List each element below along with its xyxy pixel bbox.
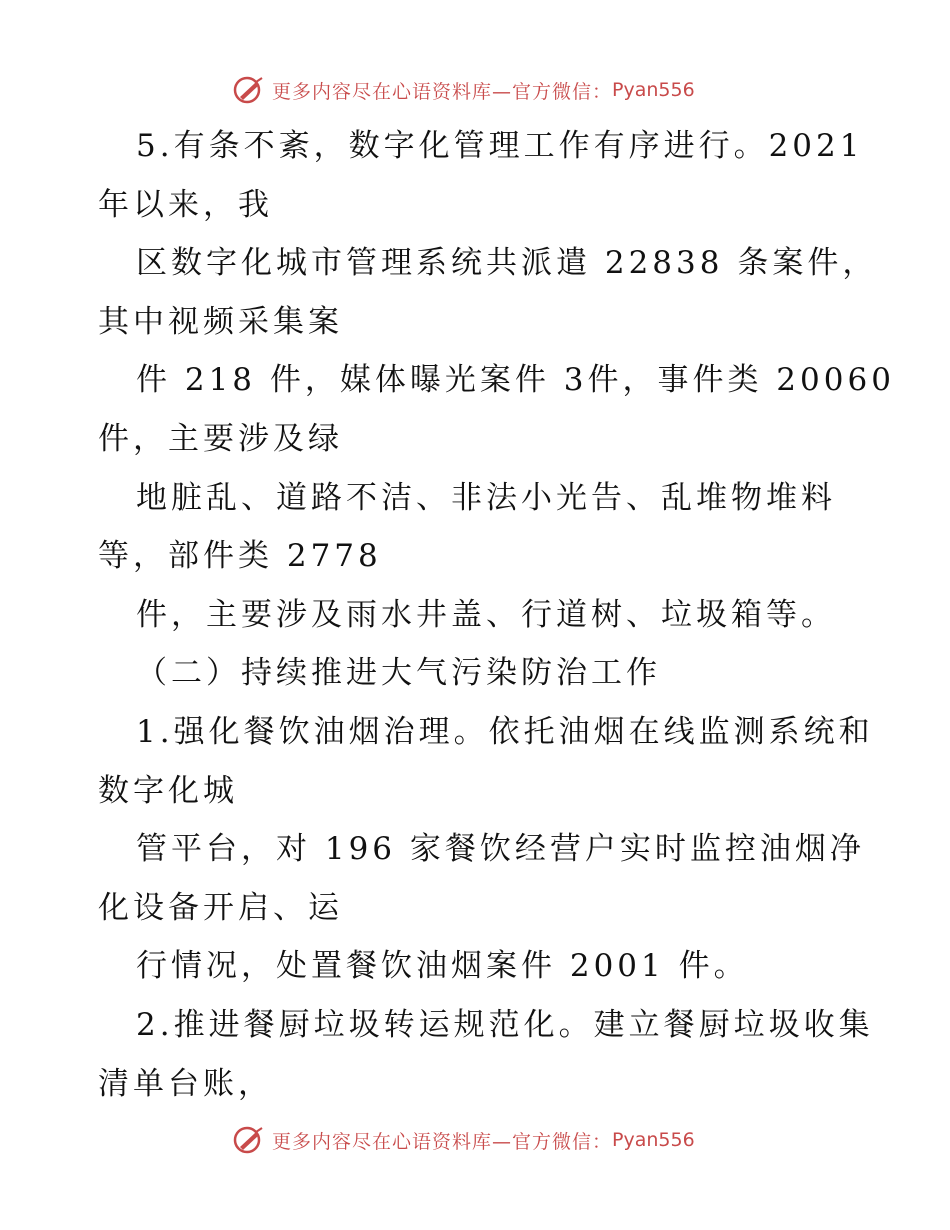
watermark-main-text: 更多内容尽在心语资料库	[272, 1130, 493, 1153]
watermark-id-text: Pyan556	[612, 79, 695, 101]
text-line: 1.强化餐饮油烟治理。依托油烟在线监测系统和	[136, 713, 874, 750]
text-line: 行情况，处置餐饮油烟案件 2001 件。	[136, 948, 749, 985]
section-heading: （二）持续推进大气污染防治工作	[136, 655, 661, 692]
text-line: 化设备开启、运	[98, 889, 343, 926]
text-line: 其中视频采集案	[98, 303, 343, 340]
document-body	[98, 117, 895, 1113]
text-line: 件 218 件，媒体曝光案件 3件，事件类 20060	[136, 362, 895, 399]
text-line: 5.有条不紊，数字化管理工作有序进行。2021	[136, 128, 864, 164]
pen-logo-icon	[232, 1125, 266, 1155]
text-line: 年以来，我	[98, 186, 273, 223]
watermark-main-text: 更多内容尽在心语资料库	[272, 80, 493, 103]
text-line: 清单台账，	[98, 1065, 273, 1102]
text-line: 区数字化城市管理系统共派遣 22838 条案件，	[136, 245, 878, 282]
watermark-sub-text: —官方微信：	[492, 80, 613, 103]
text-line: 件，主要涉及雨水井盖、行道树、垃圾箱等。	[136, 596, 836, 633]
watermark-id-text: Pyan556	[612, 1129, 695, 1151]
footer-watermark	[232, 1124, 695, 1156]
text-line: 件，主要涉及绿	[98, 420, 343, 457]
text-line: 2.推进餐厨垃圾转运规范化。建立餐厨垃圾收集	[136, 1006, 874, 1043]
watermark-sub-text: —官方微信：	[492, 1130, 613, 1153]
text-line: 地脏乱、道路不洁、非法小光告、乱堆物堆料	[136, 479, 836, 516]
text-line: 数字化城	[98, 772, 238, 809]
pen-logo-icon	[232, 75, 266, 105]
header-watermark	[232, 74, 695, 106]
text-line: 管平台，对 196 家餐饮经营户实时监控油烟净	[136, 831, 865, 868]
text-line: 等，部件类 2778	[98, 538, 382, 575]
